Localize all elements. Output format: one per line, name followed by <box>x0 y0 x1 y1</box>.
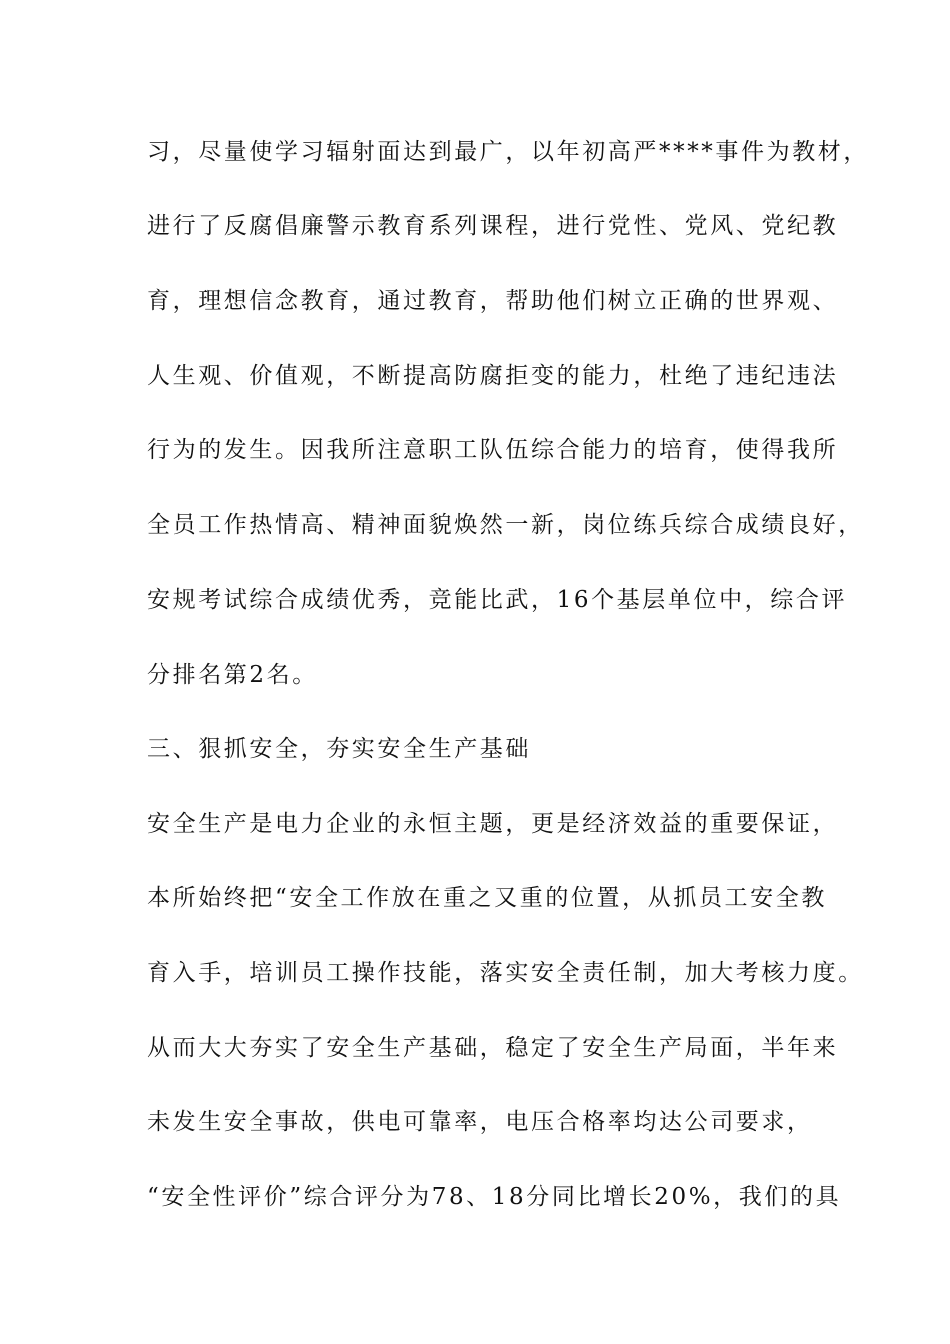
paragraph-line: 全员工作热情高、精神面貌焕然一新，岗位练兵综合成绩良好， <box>147 512 864 538</box>
paragraph-line: 人生观、价值观，不断提高防腐拒变的能力，杜绝了违纪违法 <box>147 363 839 389</box>
paragraph-line: 未发生安全事故，供电可靠率，电压合格率均达公司要求， <box>147 1109 813 1135</box>
paragraph-line: 分排名第2名。 <box>147 662 318 688</box>
paragraph-line: 育，理想信念教育，通过教育，帮助他们树立正确的世界观、 <box>147 288 839 314</box>
paragraph-line: “安全性评价”综合评分为78、18分同比增长20%，我们的具 <box>147 1184 842 1210</box>
paragraph-line: 习，尽量使学习辐射面达到最广，以年初高严****事件为教材， <box>147 139 869 165</box>
section-heading: 三、狠抓安全，夯实安全生产基础 <box>147 736 531 762</box>
paragraph-line: 进行了反腐倡廉警示教育系列课程，进行党性、党风、党纪教 <box>147 213 839 239</box>
paragraph-line: 育入手，培训员工操作技能，落实安全责任制，加大考核力度。 <box>147 960 864 986</box>
paragraph-line: 安规考试综合成绩优秀，竞能比武，16个基层单位中，综合评 <box>147 587 848 613</box>
paragraph-line: 从而大大夯实了安全生产基础，稳定了安全生产局面，半年来 <box>147 1035 839 1061</box>
paragraph-line: 安全生产是电力企业的永恒主题，更是经济效益的重要保证， <box>147 811 839 837</box>
paragraph-line: 行为的发生。因我所注意职工队伍综合能力的培育，使得我所 <box>147 437 839 463</box>
paragraph-line: 本所始终把“安全工作放在重之又重的位置，从抓员工安全教 <box>147 885 827 911</box>
